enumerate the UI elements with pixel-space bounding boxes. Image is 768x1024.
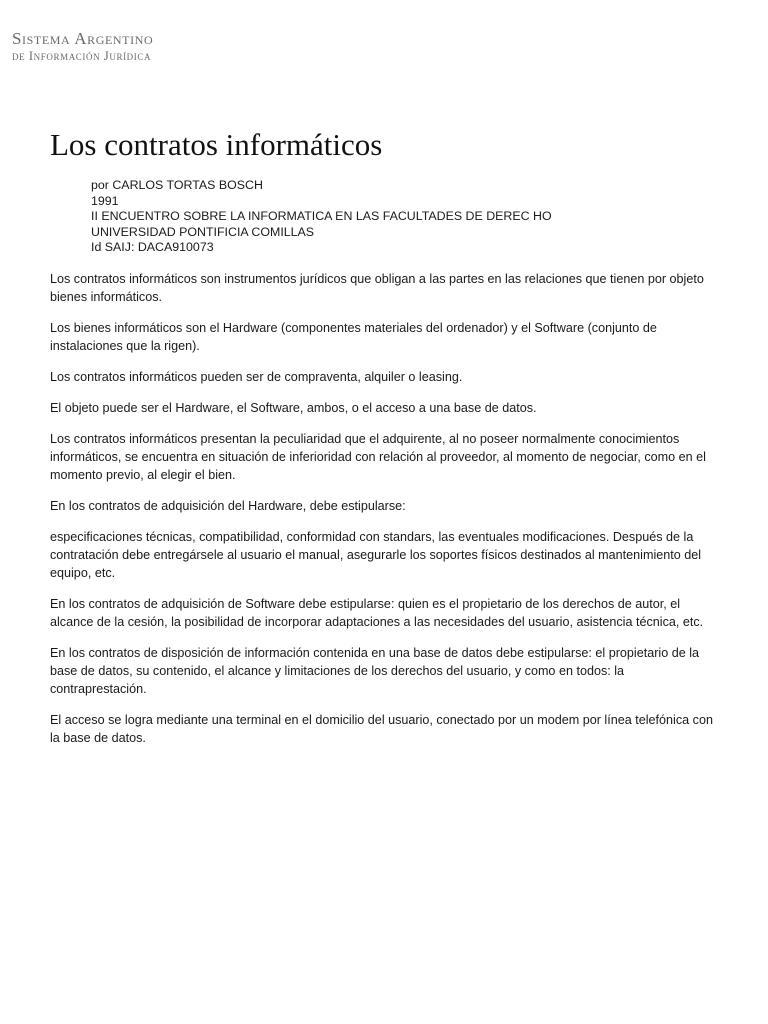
paragraph: especificaciones técnicas, compatibilidad, conformidad con standars, las eventuales modificaciones. Después de la contratación debe entregársele al usuario el manual, asegurarle los soportes físicos destinados al mantenimiento del equipo, etc. [50,530,702,580]
paragraph: En los contratos de adquisición del Hardware, debe estipularse: [50,499,406,514]
meta-author: por CARLOS TORTAS BOSCH [91,178,263,192]
paragraph: Los contratos informáticos pueden ser de compraventa, alquiler o leasing. [50,369,463,384]
paragraph: Los contratos informáticos presentan la peculiaridad que el adquirente, al no poseer normalmente conocimientos informáticos, se encuentra en situación de inferioridad con relación al proveedor, al momento de negociar, como en el momento previo, al elegir el bien. [50,432,706,482]
document-title: Los contratos informáticos [50,127,383,162]
document-body [50,271,720,761]
paragraph: El acceso se logra mediante una terminal en el domicilio del usuario, conectado por un modem por línea telefónica con la base de datos. [50,712,713,745]
paragraph: Los contratos informáticos son instrumentos jurídicos que obligan a las partes en las relaciones que tienen por objeto bienes informáticos. [50,272,704,304]
meta-source: II ENCUENTRO SOBRE LA INFORMATICA EN LAS FACULTADES DE DEREC HO [91,209,552,224]
meta-id: Id SAIJ: DACA910073 [91,240,214,255]
paragraph: En los contratos de disposición de información contenida en una base de datos debe estipularse: el propietario de la base de datos, su contenido, el alcance y limitaciones de los derechos del usuario, y como en todos: la contraprestación. [50,646,700,696]
logo-line-1: Sistema Argentino [12,29,154,48]
paragraph: Los bienes informáticos son el Hardware (componentes materiales del ordenador) y el Software (conjunto de instalaciones que la rigen). [50,320,657,353]
document-meta [91,178,552,256]
logo-line-2: de Información Jurídica [12,49,152,63]
paragraph: En los contratos de adquisición de Software debe estipularse: quien es el propietario de los derechos de autor, el alcance de la cesión, la posibilidad de incorporar adaptaciones a las necesidades del usuario, asistencia técnica, etc. [50,597,704,629]
meta-year: 1991 [91,193,119,208]
paragraph: El objeto puede ser el Hardware, el Software, ambos, o el acceso a una base de datos. [50,401,537,416]
saij-logo [12,30,153,63]
meta-institution: UNIVERSIDAD PONTIFICIA COMILLAS [91,224,315,239]
